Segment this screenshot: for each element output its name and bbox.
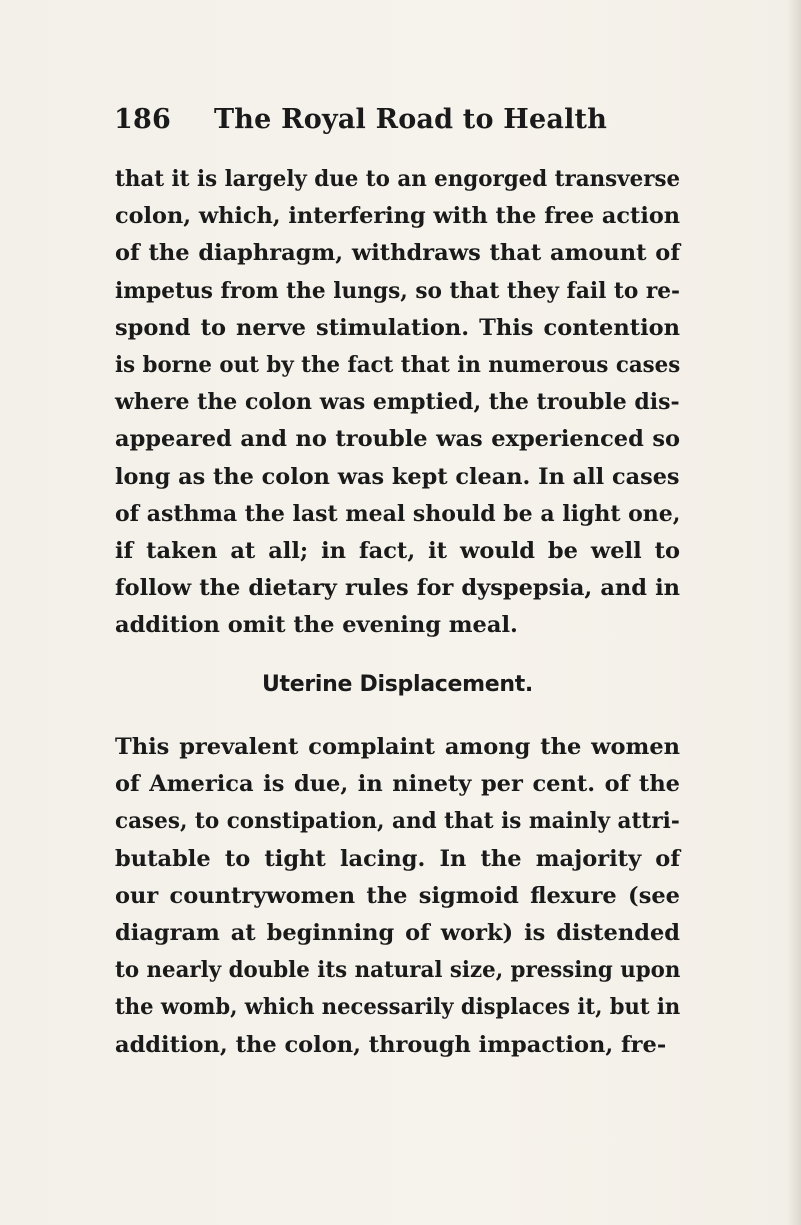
page-edge-shadow xyxy=(787,0,801,1225)
text-line: where the colon was emptied, the trouble dis- xyxy=(115,389,680,416)
text-line: of the diaphragm, withdraws that amount of xyxy=(115,240,680,267)
text-line: butable to tight lacing. In the majority of xyxy=(115,845,680,872)
page-number: 186 xyxy=(114,104,171,135)
text-line: addition omit the evening meal. xyxy=(115,612,518,639)
text-line: addition, the colon, through impaction, fre- xyxy=(115,1031,667,1058)
text-line: of asthma the last meal should be a light one, xyxy=(115,500,681,527)
text-line: appeared and no trouble was experienced so xyxy=(115,426,680,453)
text-line: of America is due, in ninety per cent. of the xyxy=(115,771,680,798)
text-line: follow the dietary rules for dyspepsia, and in xyxy=(115,575,680,602)
text-line: that it is largely due to an engorged transverse xyxy=(115,166,681,192)
book-title: The Royal Road to Health xyxy=(214,104,608,135)
text-line: This prevalent complaint among the women xyxy=(115,734,680,760)
text-line: if taken at all; in fact, it would be well to xyxy=(115,537,680,564)
text-line: long as the colon was kept clean. In all cases xyxy=(115,463,680,490)
text-line: to nearly double its natural size, pressing upon xyxy=(115,957,681,984)
text-line: impetus from the lungs, so that they fail to re- xyxy=(115,277,681,304)
paragraph-asthma xyxy=(115,161,680,644)
section-heading: Uterine Displacement. xyxy=(261,672,533,697)
text-line: colon, which, interfering with the free action xyxy=(115,203,681,230)
text-line: is borne out by the fact that in numerous cases xyxy=(115,351,681,378)
text-line: diagram at beginning of work) is distended xyxy=(115,919,680,946)
paragraph-uterine-displacement xyxy=(115,729,680,1064)
text-line: spond to nerve stimulation. This contention xyxy=(115,314,680,341)
text-line: the womb, which necessarily displaces it, but in xyxy=(115,994,681,1021)
text-line: our countrywomen the sigmoid flexure (see xyxy=(115,882,680,909)
text-line: cases, to constipation, and that is mainly attri- xyxy=(115,808,680,835)
running-head xyxy=(114,100,654,140)
